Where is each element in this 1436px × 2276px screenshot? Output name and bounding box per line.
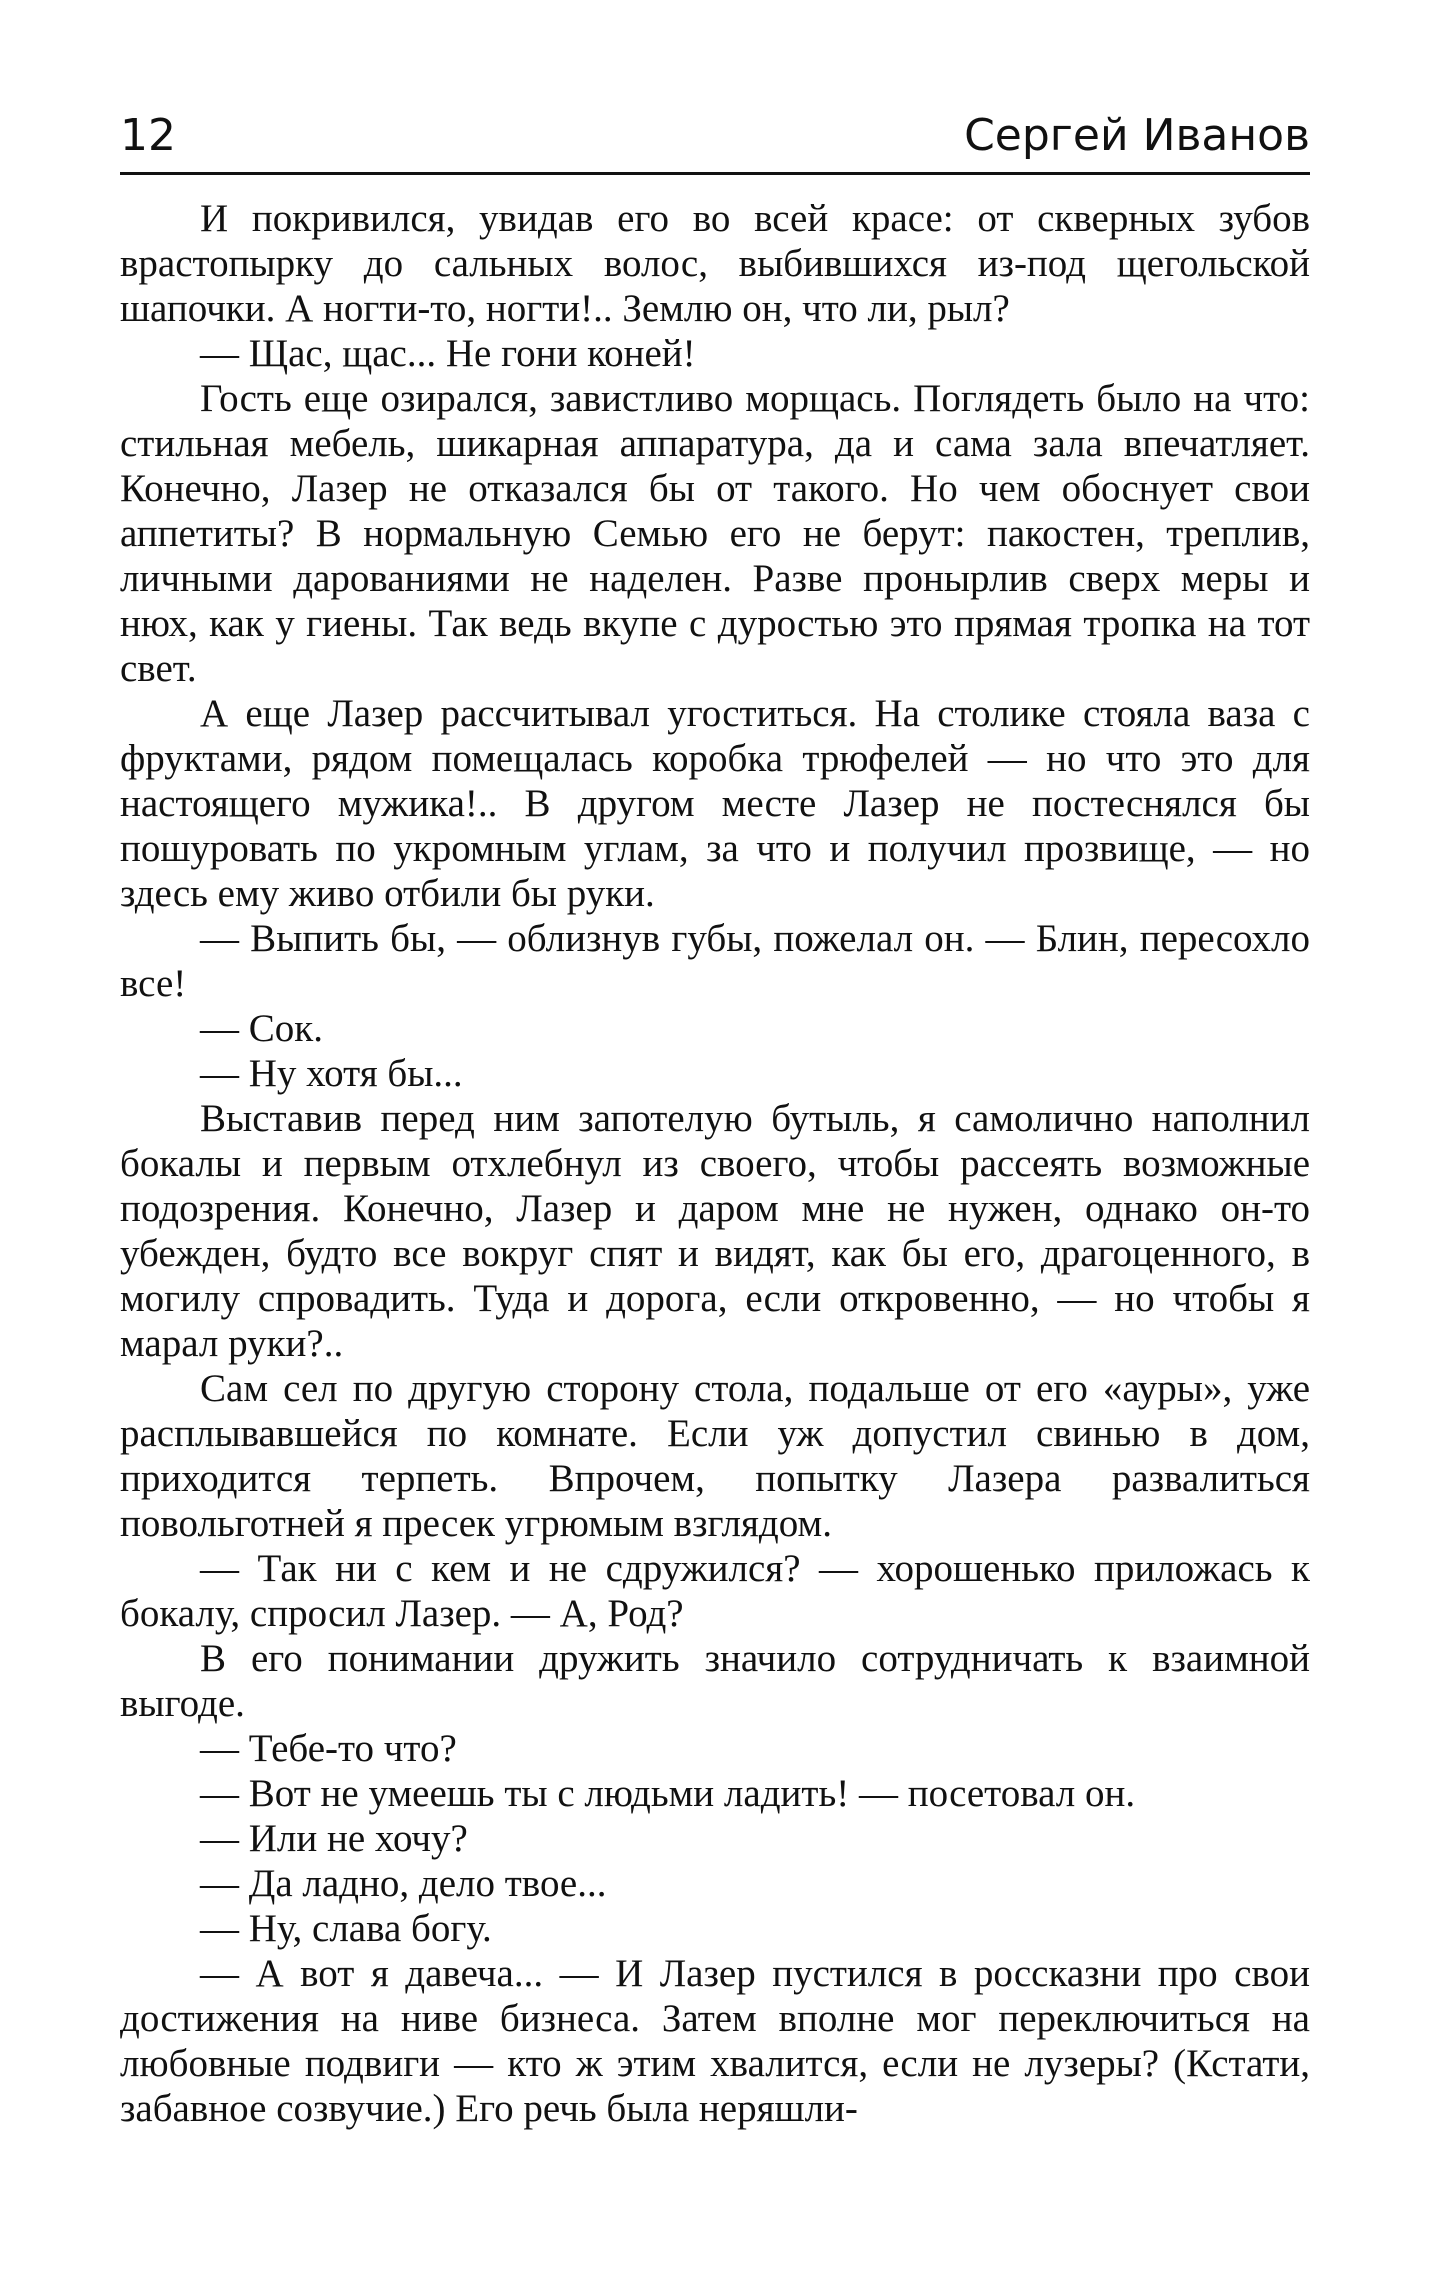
header-author: Сергей Иванов	[964, 110, 1310, 161]
paragraph: Выставив перед ним запотелую бутыль, я самолично наполнил бокалы и первым отхлебнул из своего, чтобы рассеять возможные подозрения. Конечно, Лазер и даром мне не нужен, однако он-то убежден, будто все вокруг спят и видят, как бы его, драгоценного, в могилу спровадить. Туда и дорога, если откровенно, — но чтобы я марал руки?..	[120, 1097, 1310, 1365]
paragraph: — Так ни с кем и не сдружился? — хорошенько приложась к бокалу, спросил Лазер. — А, Род?	[120, 1547, 1310, 1635]
paragraph: — Тебе-то что?	[200, 1727, 457, 1770]
header-rule	[120, 172, 1310, 175]
page-number: 12	[120, 110, 176, 161]
paragraph: — Да ладно, дело твое...	[200, 1862, 607, 1905]
paragraph: Гость еще озирался, завистливо морщась. Поглядеть было на что: стильная мебель, шикарная аппаратура, да и сама зала впечатляет. Конечно, Лазер не отказался бы от такого. Но чем обоснует свои аппетиты? В нормальную Семью его не берут: пакостен, треплив, личными дарованиями не наделен. Разве пронырлив сверх меры и нюх, как у гиены. Так ведь вкупе с дуростью это прямая тропка на тот свет.	[120, 377, 1310, 690]
paragraph: — Ну, слава богу.	[200, 1907, 492, 1950]
paragraph: В его понимании дружить значило сотрудничать к взаимной выгоде.	[120, 1637, 1310, 1725]
paragraph: А еще Лазер рассчитывал угоститься. На столике стояла ваза с фруктами, рядом помещалась коробка трюфелей — но что это для настоящего мужика!.. В другом месте Лазер не постеснялся бы пошуровать по укромным углам, за что и получил прозвище, — но здесь ему живо отбили бы руки.	[120, 692, 1310, 915]
paragraph: — Ну хотя бы...	[200, 1052, 463, 1095]
paragraph: — Или не хочу?	[200, 1817, 468, 1860]
paragraph: — Вот не умеешь ты с людьми ладить! — посетовал он.	[200, 1772, 1136, 1815]
paragraph: — Выпить бы, — облизнув губы, пожелал он. — Блин, пересохло все!	[120, 917, 1310, 1005]
paragraph: — Сок.	[200, 1007, 323, 1050]
paragraph: — Щас, щас... Не гони коней!	[200, 332, 696, 375]
running-head	[120, 104, 1310, 168]
body-text	[120, 196, 1310, 2131]
paragraph: И покривился, увидав его во всей красе: от скверных зубов врастопырку до сальных волос, выбившихся из-под щегольской шапочки. А ногти-то, ногти!.. Землю он, что ли, рыл?	[120, 197, 1310, 330]
paragraph: Сам сел по другую сторону стола, подальше от его «ауры», уже расплывавшейся по комнате. Если уж допустил свинью в дом, приходится терпеть. Впрочем, попытку Лазера развалиться повольготней я пресек угрюмым взглядом.	[120, 1367, 1310, 1545]
paragraph: — А вот я давеча... — И Лазер пустился в россказни про свои достижения на ниве бизнеса. Затем вполне мог переключиться на любовные подвиги — кто ж этим хвалится, если не лузеры? (Кстати, забавное созвучие.) Его речь была неряшли-	[120, 1952, 1310, 2130]
